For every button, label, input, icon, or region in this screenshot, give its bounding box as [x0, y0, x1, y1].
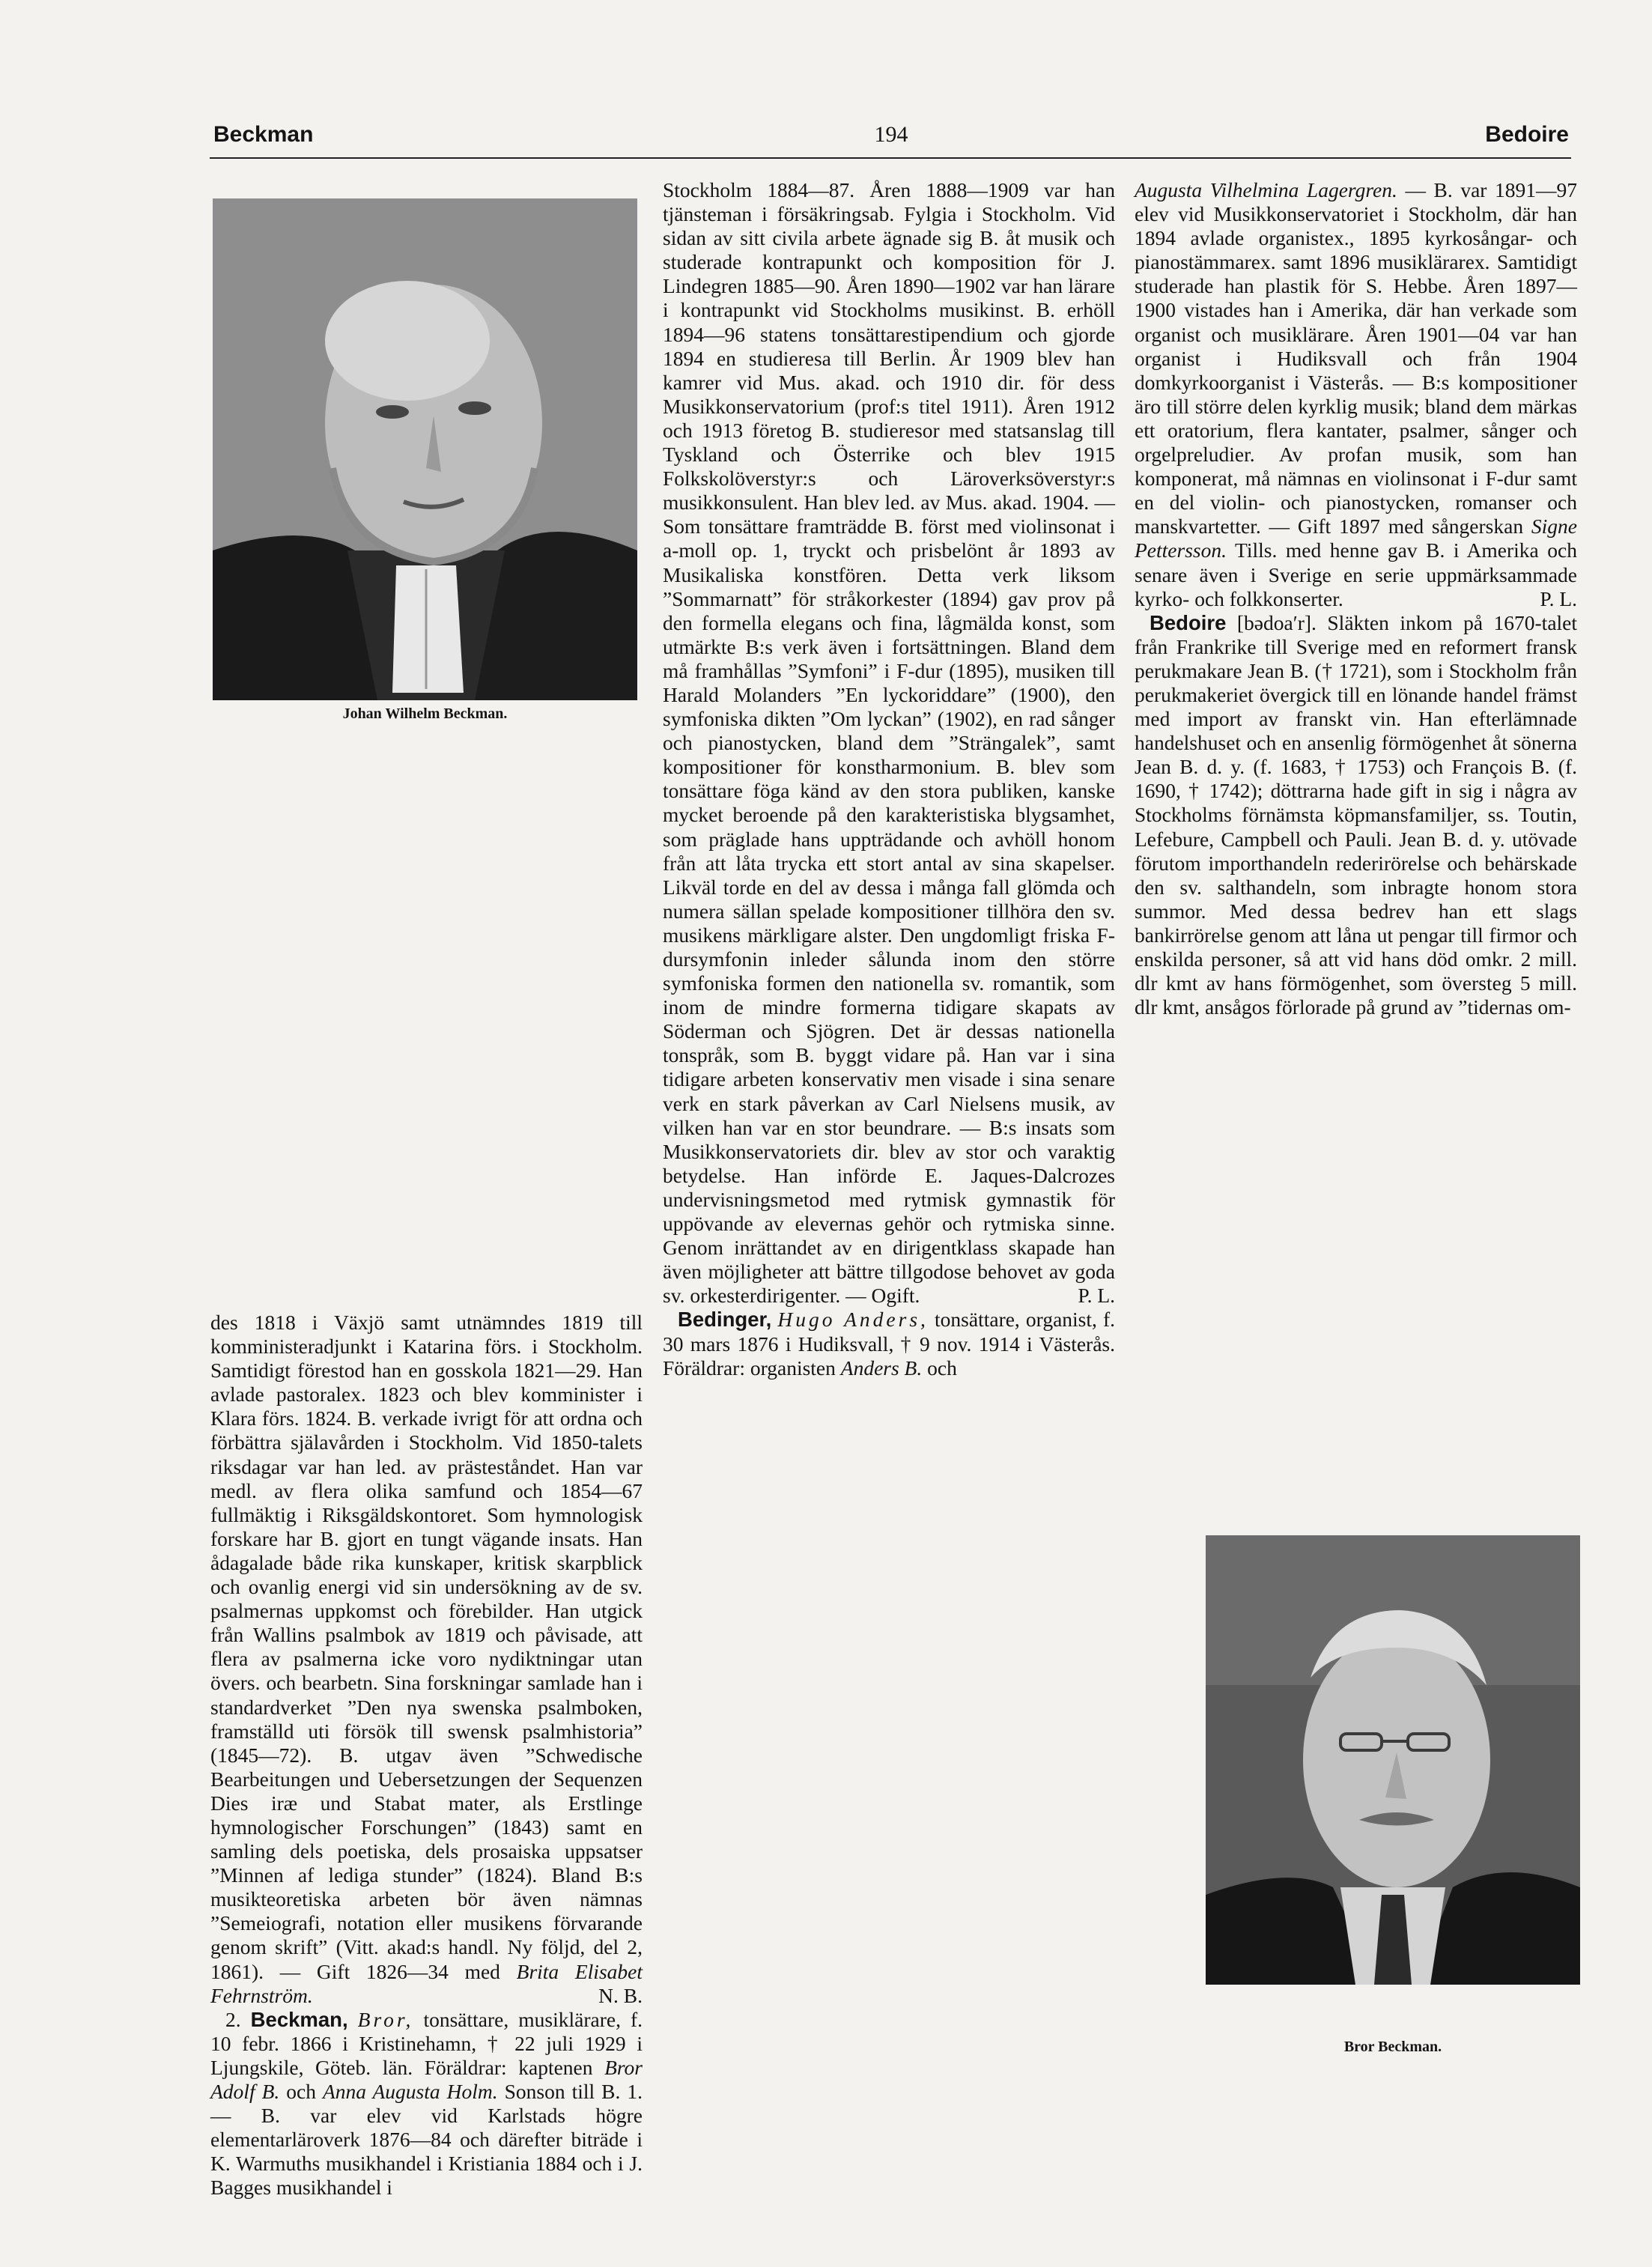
col3-p1-text-b: Tills. med henne gav B. i Amerika och senare även i Sverige en serie uppmärksammade kyrko- och folkkonserter.: [1135, 538, 1577, 610]
col2-p2-text-b: och: [927, 1356, 957, 1380]
entry-bedoire: [1135, 611, 1577, 1020]
entry-hugo-bedinger-continued: [1135, 178, 1577, 611]
headword-bedinger: Bedinger,: [678, 1308, 772, 1332]
page-number: 194: [874, 122, 908, 147]
mother-name: Anna Augusta Holm.: [322, 2080, 498, 2103]
portrait-caption-bror: Bror Beckman.: [1343, 2039, 1442, 2055]
col2-p2-text-a: tonsättare, organist, f. 30 mars 1876 i Hudiksvall, † 9 nov. 1914 i Västerås. Föräldrar: organisten: [663, 1308, 1116, 1380]
entry-johan-wilhelm-beckman-continued: [210, 1311, 643, 2008]
column-3: [1135, 178, 1577, 1019]
father-name: Anders B.: [840, 1356, 923, 1380]
header-rule: [210, 157, 1571, 159]
spouse-name: Brita Elisabet Fehrnström.: [210, 1959, 643, 2007]
entry-hugo-bedinger: [663, 1308, 1115, 1380]
headword-bedoire: Bedoire: [1150, 610, 1227, 634]
entry-bror-beckman-continued: [663, 178, 1115, 1308]
col3-p2-text: Släkten inkom på 1670-talet från Frankrike till Sverige med en reformert fransk perukmakare Jean B. († 1721), som i Stockholm från perukmakeriet övergick till en lönande handel främst med import av franskt vin. Han efterlämnade handelshuset och en ansenlig förmögenhet åt sönerna Jean B. d. y. (f. 1683, † 1753) och François B. (f. 1690, † 1742); döttrarna hade gift in sig i några av Stockholms förnämsta köpmansfamiljer, ss. Toutin, Lefebure, Campbell och Pauli. Jean B. d. y. utövade förutom importhandeln rederirörelse och behärskade den sv. salthandeln, som inbragte honom stora summor. Med dessa bedrev han ett slags bankirrörelse genom att låna ut pengar till firmor och enskilda personer, så att vid hans död omkr. 2 mill. dlr kmt av hans förmögenhet, som översteg 5 mill. dlr kmt, ansågos förlorade på grund av ”tidernas om-: [1135, 610, 1578, 1019]
mother-name: Augusta Vilhelmina Lagergren.: [1135, 178, 1397, 201]
col2-p1-text: Stockholm 1884—87. Åren 1888—1909 var han tjänsteman i försäkringsab. Fylgia i Stockholm. Vid sidan av sitt civila arbete ägnade sig B. åt musik och studerade kontrapunkt och komposition för J. Lindegren 1885—90. Åren 1890—1902 var han lärare i kontrapunkt vid Stockholms musikinst. B. erhöll 1894—96 statens tonsättarestipendium och gjorde 1894 en studieresa till Berlin. År 1909 blev han kamrer vid Mus. akad. och 1910 dir. för dess Musikkonservatorium (prof:s titel 1911). Åren 1912 och 1913 företog B. studieresor med statsanslag till Tyskland och Österrike och blev 1915 Folkskolöverstyr:s och Läroverksöverstyr:s musikkonsulent. Han blev led. av Mus. akad. 1904. — Som tonsättare framträdde B. först med violinsonat i a-moll op. 1, tryckt och prisbelönt år 1893 av Musikaliska konstfören. Detta verk liksom ”Sommarnatt” för stråkorkester (1894) gav prov på den formella elegans och fina, lågmälda konst, som utmärkte B:s verk även i fortsättningen. Bland dem må framhållas ”Symfoni” i F-dur (1895), musiken till Harald Molanders ”En lyckoriddare” (1900), den symfoniska dikten ”Om lyckan” (1902), en rad sånger och pianostycken, bland dem ”Strängalek”, samt kompositioner för konstharmonium. B. blev som tonsättare föga känd av den stora publiken, kanske mycket beroende på den karakteristiska blygsamhet, som präglade hans uppträdande och avhöll honom från att låta trycka ett stort antal av sina skapelser. Likväl torde en del av dessa i många fall glömda och numera sällan spelade kompositioner tillhöra den sv. musikens märkligare alster. Den ungdomligt friska F-dursymfonin inleder sålunda inom den större symfoniska formen den nationella sv. romantik, som inom de mindre formerna tidigare skapats av Söderman och Sjögren. Det är dessas nationella tonspråk, som B. byggt vidare på. Han var i sina tidigare arbeten konservativ men visade i sina senare verk en stark påverkan av Carl Nielsens musik, av vilken han var en stor beundrare. — B:s insats som Musikkonservatoriets dir. blev av stor och varaktig betydelse. Han införde E. Jaques-Dalcrozes undervisningsmetod med rytmisk gymnastik för uppövande av elevernas gehör och rytmiska sinne. Genom inrättandet av en dirigentklass skapade han även möjligheter att bättre tillgodose behovet av goda sv. orkesterdirigenter. — Ogift.: [663, 178, 1115, 1308]
portrait-caption-johan: Johan Wilhelm Beckman.: [342, 705, 508, 722]
author-signature: N. B.: [598, 1983, 643, 2007]
column-1: [210, 1311, 643, 2200]
col1-p2-text-b: Sonson till B. 1. — B. var elev vid Karlstads högre elementarläroverk 1876—84 och därefter biträde i K. Warmuths musikhandel i Kristiania 1884 och i J. Bagges musikhandel i: [210, 2080, 643, 2200]
running-head-left: Beckman: [213, 122, 314, 147]
running-head-right: Bedoire: [1485, 122, 1569, 147]
column-2: [663, 178, 1115, 1380]
author-signature: P. L.: [1078, 1284, 1115, 1308]
pronunciation: [bədoa′r].: [1236, 610, 1317, 634]
headword-beckman: Beckman,: [250, 2007, 348, 2031]
spouse-name: Signe Pettersson.: [1135, 515, 1578, 562]
portrait-bror-beckman: [1206, 1535, 1580, 1985]
portrait-bror-drawing: [1206, 1535, 1580, 1985]
given-name: Hugo Anders,: [777, 1308, 929, 1332]
entry-bror-beckman: [210, 2008, 643, 2200]
father-name: Bror Adolf B.: [210, 2055, 643, 2103]
author-signature: P. L.: [1540, 586, 1577, 610]
conjunction: och: [286, 2080, 316, 2103]
col1-p1-text: des 1818 i Växjö samt utnämndes 1819 till komministeradjunkt i Katarina förs. i Stockholm. Samtidigt förestod han en gosskola 1821—29. Han avlade pastoralex. 1823 och blev komminister i Klara förs. 1824. B. verkade ivrigt för att ordna och förbättra själavården i Stockholm. Vid 1850-talets riksdagar var han led. av prästeståndet. Han var medl. av flera olika samfund och 1854—67 fullmäktig i Riksgäldskontoret. Som hymnologisk forskare har B. gjort en tungt vägande insats. Han ådagalade både rika kunskaper, kritisk skarpblick och ovanlig energi vid sin undersökning av de sv. psalmernas uppkomst och förebilder. Han utgick från Wallins psalmbok av 1819 och påvisade, att flera av psalmerna icke voro nydiktningar utan övers. och bearbetn. Sina forskningar samlade han i standardverket ”Den nya swenska psalmboken, framställd uti försök till swensk psalmhistoria” (1845—72). B. utgav även ”Schwedische Bearbeitungen und Uebersetzungen der Sequenzen Dies iræ und Stabat mater, als Erstlinge hymnologischer Forschungen” (1843) samt en samling dels poetiska, dels prosaiska uppsatser ”Minnen af lediga stunder” (1824). Bland B:s musikteoretiska arbeten bör även nämnas ”Semeiografi, notation eller musikens förvarande genom skrift” (Vitt. akad:s handl. Ny följd, del 2, 1861). — Gift 1826—34 med: [210, 1311, 643, 1983]
portrait-johan-wilhelm-beckman: [213, 198, 637, 700]
col3-p1-text-a: — B. var 1891—97 elev vid Musikkonservatoriet i Stockholm, där han 1894 avlade organistex., 1895 kyrkosångar- och pianostämmarex. samt 1896 musiklärarex. Samtidigt studerade han plastik för S. Hebbe. Åren 1897—1900 vistades han i Amerika, där han verkade som organist och musiklärare. Åren 1901—04 var han organist i Hudiksvall och från 1904 domkyrkoorganist i Västerås. — B:s kompositioner äro till större delen kyrklig musik; bland dem märkas ett oratorium, flera kantater, psalmer, sånger och orgelpreludier. Av profan musik, som han komponerat, må nämnas en violinsonat i F-dur samt en del violin- och pianostycken, romanser och manskvartetter. — Gift 1897 med sångerskan: [1135, 178, 1578, 538]
portrait-johan-drawing: [213, 198, 637, 700]
given-name: Bror,: [357, 2007, 414, 2031]
col1-p2-text-a: tonsättare, musiklärare, f. 10 febr. 1866 i Kristinehamn, † 22 juli 1929 i Ljungskile, Göteb. län. Föräldrar: kaptenen: [210, 2007, 643, 2079]
entry-number: 2.: [225, 2007, 241, 2031]
